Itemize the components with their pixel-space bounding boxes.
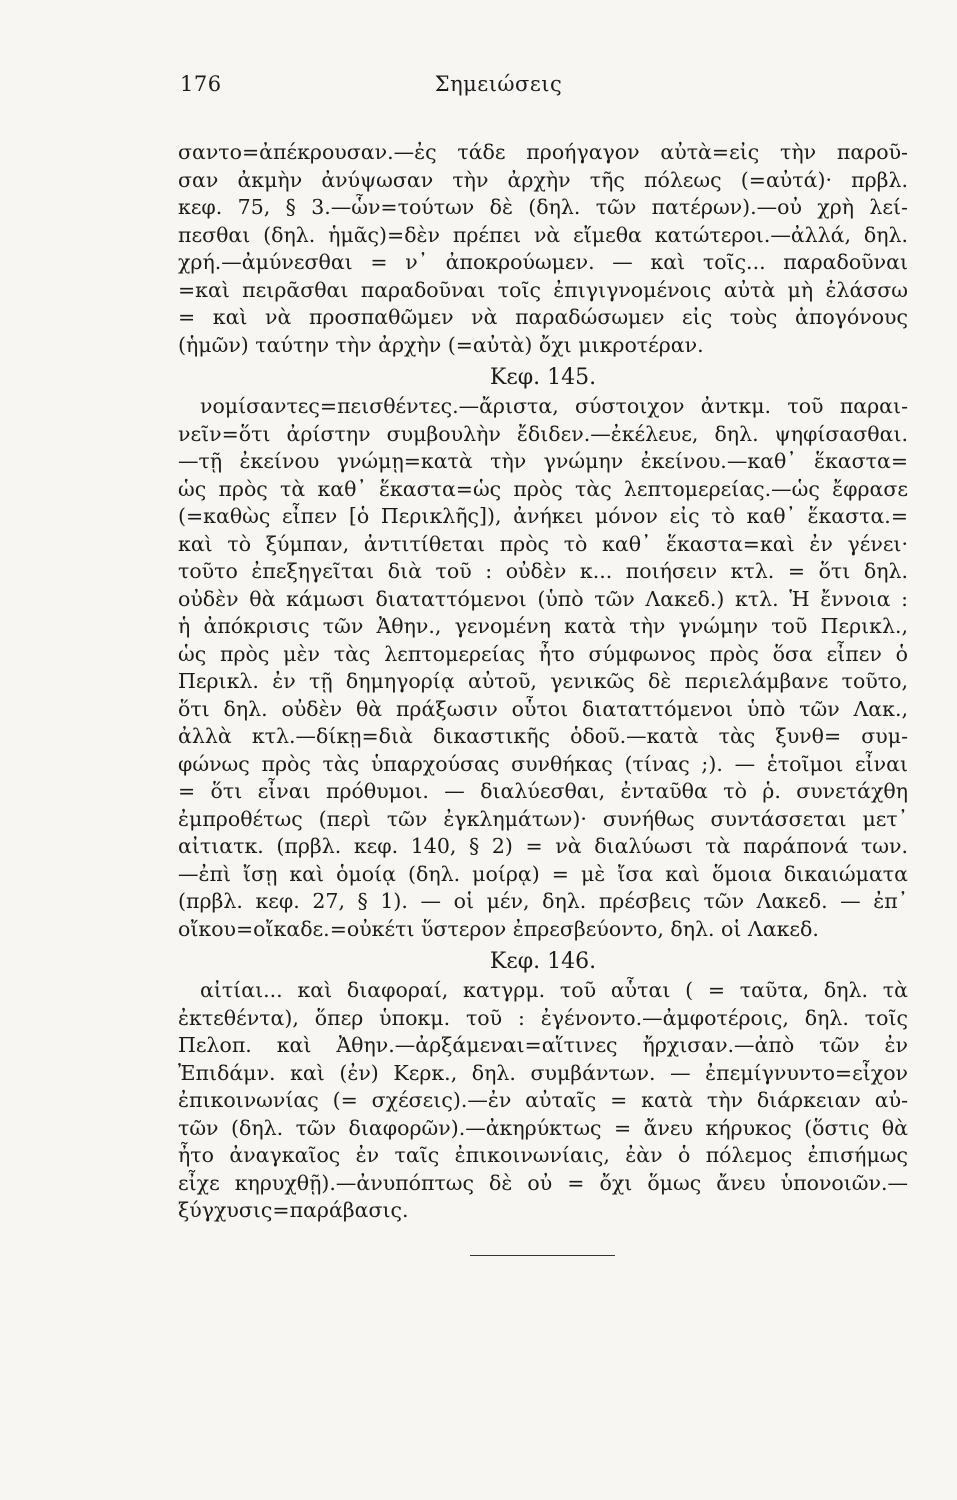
notes-block-145	[178, 393, 908, 943]
text-line: τῶν (δηλ. τῶν διαφορῶν).—ἀκηρύκτως = ἄνευ κήρυκος (ὅστις θὰ	[178, 1115, 908, 1140]
text-line: καὶ τὸ ξύμπαν, ἀντιτίθεται πρὸς τὸ καθ᾿ ἕκαστα=καὶ ἐν γένει·	[178, 531, 908, 556]
section-end-rule	[470, 1255, 615, 1256]
text-line: Περικλ. ἐν τῇ δημηγορίᾳ αὐτοῦ, γενικῶς δὲ περιελάμβανε τοῦτο,	[178, 669, 908, 693]
text-line: = καὶ νὰ προσπαθῶμεν νὰ παραδώσωμεν εἰς τοὺς ἀπογόνους	[178, 305, 908, 329]
running-title: Σημειώσεις	[434, 72, 563, 96]
text-line: ἐκτεθέντα), ὅπερ ὑποκμ. τοῦ : ἐγένοντο.—ἀμφοτέροις, δηλ. τοῖς	[178, 1005, 908, 1030]
text-line: ἐπικοινωνίας (= σχέσεις).—ἐν αὐταῖς = κατὰ τὴν διάρκειαν αὐ-	[178, 1088, 908, 1112]
text-line: Ἐπιδάμν. καὶ (ἐν) Κερκ., δηλ. συμβάντων. — ἐπεμίγνυντο=εἶχον	[178, 1060, 908, 1085]
text-line: ὡς πρὸς τὰ καθ᾿ ἕκαστα=ὡς πρὸς τὰς λεπτομερείας.—ὡς ἔφρασε	[178, 476, 908, 501]
text-line: αἰτιατκ. (πρβλ. κεφ. 140, § 2) = νὰ διαλύωσι τὰ παράπονά των.	[178, 834, 908, 858]
text-line: =καὶ πειρᾶσθαι παραδοῦναι τοῖς ἐπιγιγνομένοις αὐτὰ μὴ ἐλάσσω	[178, 277, 908, 302]
text-line: ὅτι δηλ. οὐδὲν θὰ πράξωσιν οὗτοι διαταττόμενοι ὑπὸ τῶν Λακ.,	[178, 696, 908, 721]
text-line: —τῇ ἐκείνου γνώμῃ=κατὰ τὴν γνώμην ἐκείνου.—καθ᾿ ἕκαστα=	[178, 449, 908, 473]
text-line: κεφ. 75, § 3.—ὧν=τούτων δὲ (δηλ. τῶν πατέρων).—οὐ χρὴ λεί-	[178, 195, 908, 219]
text-line: ἡ ἀπόκρισις τῶν Ἀθην., γενομένη κατὰ τὴν γνώμην τοῦ Περικλ.,	[178, 614, 908, 638]
running-head	[180, 72, 817, 102]
text-line: (πρβλ. κεφ. 27, § 1). — οἱ μέν, δηλ. πρέσβεις τῶν Λακεδ. — ἐπ᾿	[178, 889, 908, 913]
text-line: πεσθαι (δηλ. ἡμᾶς)=δὲν πρέπει νὰ εἴμεθα κατώτεροι.—ἀλλά, δηλ.	[178, 222, 908, 247]
text-line: σαντο=ἀπέκρουσαν.—ἐς τάδε προήγαγον αὐτὰ=εἰς τὴν παροῦ-	[178, 140, 908, 164]
text-line: (=καθὼς εἶπεν [ὁ Περικλῆς]), ἀνήκει μόνον εἰς τὸ καθ᾿ ἕκαστα.=	[178, 504, 908, 528]
notes-body	[178, 139, 908, 1225]
text-line: ξύγχυσις=παράβασις.	[178, 1198, 409, 1222]
text-line: φώνως πρὸς τὰς ὑπαρχούσας συνθήκας (τίνας ;). — ἑτοῖμοι εἶναι	[178, 751, 908, 776]
text-line: ἦτο ἀναγκαῖος ἐν ταῖς ἐπικοινωνίαις, ἐὰν ὁ πόλεμος ἐπισήμως	[178, 1143, 908, 1167]
chapter-heading-145: Κεφ. 145.	[489, 365, 597, 390]
text-line: οἴκου=οἴκαδε.=οὐκέτι ὕστερον ἐπρεσβεύοντο, δηλ. οἱ Λακεδ.	[178, 916, 819, 941]
text-line: —ἐπὶ ἴσῃ καὶ ὁμοίᾳ (δηλ. μοίρᾳ) = μὲ ἴσα καὶ ὅμοια δικαιώματα	[178, 861, 908, 886]
text-line: αἰτίαι... καὶ διαφοραί, κατγρμ. τοῦ αὗται ( = ταῦτα, δηλ. τὰ	[200, 978, 908, 1002]
notes-block-146	[178, 977, 908, 1225]
text-line: (ἡμῶν) ταύτην τὴν ἀρχὴν (=αὐτὰ) ὄχι μικροτέραν.	[178, 332, 704, 357]
chapter-heading-146: Κεφ. 146.	[489, 949, 597, 974]
text-line: νομίσαντες=πεισθέντες.—ἄριστα, σύστοιχον ἀντκμ. τοῦ παραι-	[200, 394, 908, 418]
text-line: εἶχε κηρυχθῇ).—ἀνυπόπτως δὲ οὐ = ὄχι ὅμως ἄνευ ὑπονοιῶν.—	[178, 1170, 908, 1195]
text-line: ὡς πρὸς μὲν τὰς λεπτομερείας ἦτο σύμφωνος πρὸς ὅσα εἶπεν ὁ	[178, 641, 908, 666]
text-line: σαν ἀκμὴν ἀνύψωσαν τὴν ἀρχὴν τῆς πόλεως (=αὐτά)· πρβλ.	[178, 167, 908, 192]
text-line: τοῦτο ἐπεξηγεῖται διὰ τοῦ : οὐδὲν κ... ποιήσειν κτλ. = ὅτι δηλ.	[178, 559, 908, 583]
text-line: = ὅτι εἶναι πρόθυμοι. — διαλύεσθαι, ἐνταῦθα τὸ ῥ. συνετάχθη	[178, 779, 908, 803]
notes-block-144-end	[178, 139, 908, 359]
text-line: οὐδὲν θὰ κάμωσι διαταττόμενοι (ὑπὸ τῶν Λακεδ.) κτλ. Ἡ ἔννοια :	[178, 586, 908, 611]
text-line: ἐμπροθέτως (περὶ τῶν ἐγκλημάτων)· συνήθως συντάσσεται μετ᾿	[178, 806, 908, 831]
text-line: ἀλλὰ κτλ.—δίκῃ=διὰ δικαστικῆς ὁδοῦ.—κατὰ τὰς ξυνθ= συμ-	[178, 724, 908, 748]
text-line: νεῖν=ὅτι ἀρίστην συμβουλὴν ἔδιδεν.—ἐκέλευε, δηλ. ψηφίσασθαι.	[178, 421, 908, 446]
text-line: Πελοπ. καὶ Ἀθην.—ἀρξάμεναι=αἵτινες ἤρχισαν.—ἀπὸ τῶν ἐν	[178, 1033, 908, 1057]
page-number: 176	[180, 72, 222, 96]
text-line: χρή.—ἀμύνεσθαι = ν᾿ ἀποκρούωμεν. — καὶ τοῖς... παραδοῦναι	[178, 250, 908, 274]
